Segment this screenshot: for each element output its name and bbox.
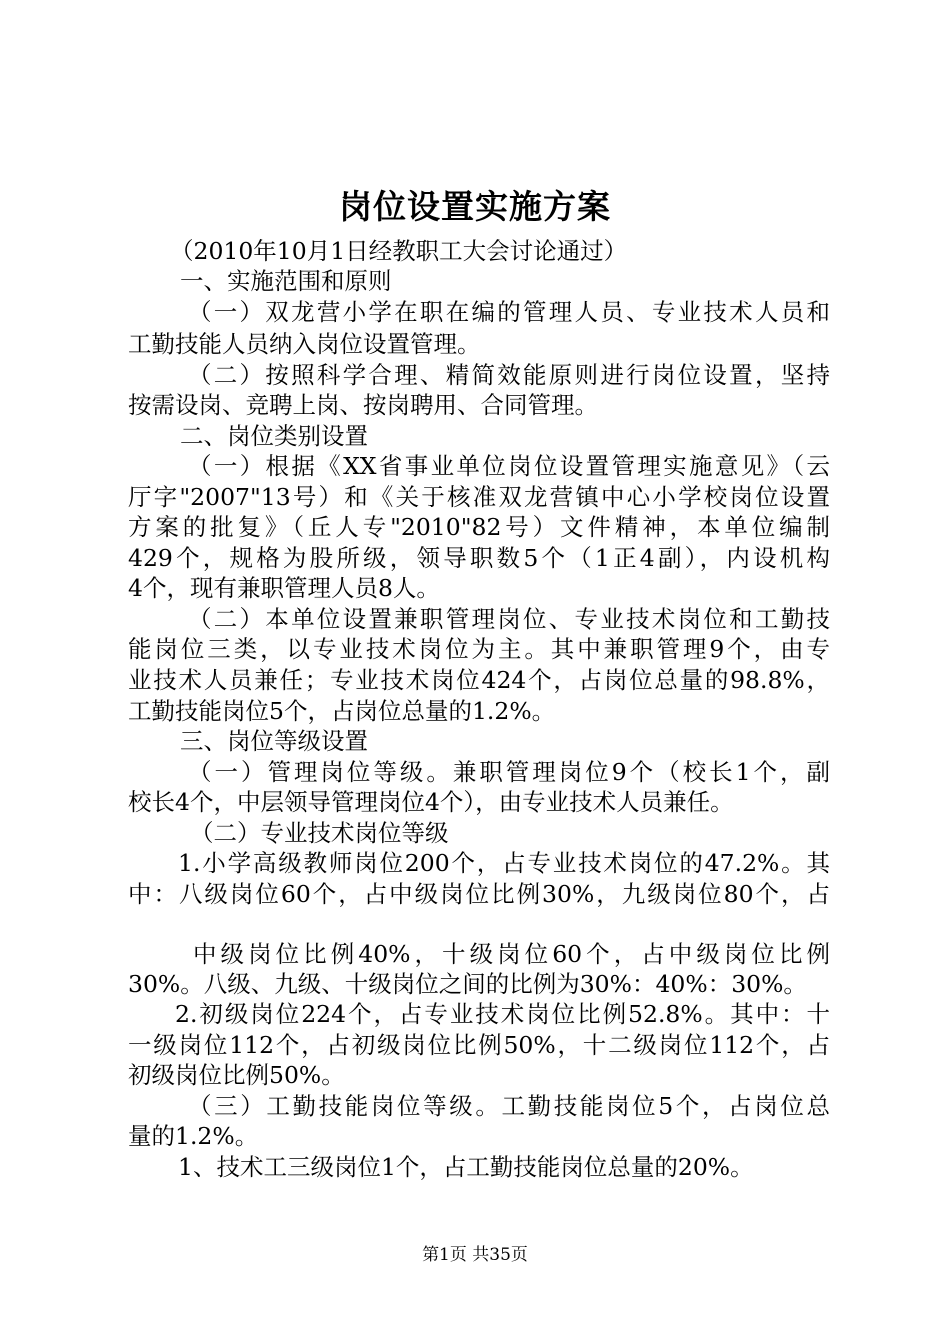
paragraph-line: 4个，现有兼职管理人员8人。 [128, 574, 440, 602]
paragraph-line: （三）工勤技能岗位等级。工勤技能岗位5个，占岗位总 [188, 1092, 830, 1120]
paragraph-line: 量的1.2%。 [128, 1122, 259, 1150]
section-heading-1: 一、实施范围和原则 [180, 267, 392, 295]
paragraph-line: （二）本单位设置兼职管理岗位、专业技术岗位和工勤技 [188, 605, 830, 633]
subtitle-date: （2010年10月1日经教职工大会讨论通过） [170, 237, 628, 265]
paragraph-line: （一）管理岗位等级。兼职管理岗位9个（校长1个，副 [188, 758, 830, 786]
paragraph-line: 工勤技能岗位5个，占岗位总量的1.2%。 [128, 697, 556, 725]
page-footer: 第1页 共35页 [422, 1245, 528, 1265]
paragraph-line: 中：八级岗位60个，占中级岗位比例30%，九级岗位80个，占 [128, 880, 830, 908]
section-heading-3: 三、岗位等级设置 [180, 727, 368, 755]
paragraph-line: 一级岗位112个，占初级岗位比例50%，十二级岗位112个，占 [128, 1031, 830, 1059]
paragraph-line: 429个，规格为股所级，领导职数5个（1正4副），内设机构 [128, 544, 830, 572]
paragraph-line: 30%。八级、九级、十级岗位之间的比例为30%：40%：30%。 [128, 970, 807, 998]
paragraph-line: 按需设岗、竞聘上岗、按岗聘用、合同管理。 [128, 391, 598, 419]
paragraph-line: 1、技术工三级岗位1个，占工勤技能岗位总量的20%。 [178, 1153, 754, 1181]
paragraph-line: （二）按照科学合理、精简效能原则进行岗位设置，坚持 [188, 361, 830, 389]
paragraph-line: 初级岗位比例50%。 [128, 1061, 345, 1089]
paragraph-line: 方案的批复》（丘人专"2010"82号）文件精神，本单位编制 [128, 513, 830, 541]
paragraph-line: 厅字"2007"13号）和《关于核准双龙营镇中心小学校岗位设置 [128, 483, 830, 511]
section-heading-2: 二、岗位类别设置 [180, 422, 368, 450]
document-title: 岗位设置实施方案 [339, 187, 611, 226]
paragraph-line: 2.初级岗位224个，占专业技术岗位比例52.8%。其中：十 [175, 1000, 830, 1028]
paragraph-line: 工勤技能人员纳入岗位设置管理。 [128, 330, 481, 358]
paragraph-line: 中级岗位比例40%，十级岗位60个，占中级岗位比例 [193, 940, 830, 968]
paragraph-line: 校长4个，中层领导管理岗位4个），由专业技术人员兼任。 [128, 788, 734, 816]
subsection-heading: （二）专业技术岗位等级 [190, 819, 449, 847]
paragraph-line: 业技术人员兼任；专业技术岗位424个，占岗位总量的98.8%， [128, 666, 830, 694]
paragraph-line: （一）根据《XX省事业单位岗位设置管理实施意见》（云 [188, 452, 830, 480]
paragraph-line: 1.小学高级教师岗位200个，占专业技术岗位的47.2%。其 [178, 849, 830, 877]
paragraph-line: 能岗位三类，以专业技术岗位为主。其中兼职管理9个，由专 [128, 635, 830, 663]
paragraph-line: （一）双龙营小学在职在编的管理人员、专业技术人员和 [188, 298, 830, 326]
